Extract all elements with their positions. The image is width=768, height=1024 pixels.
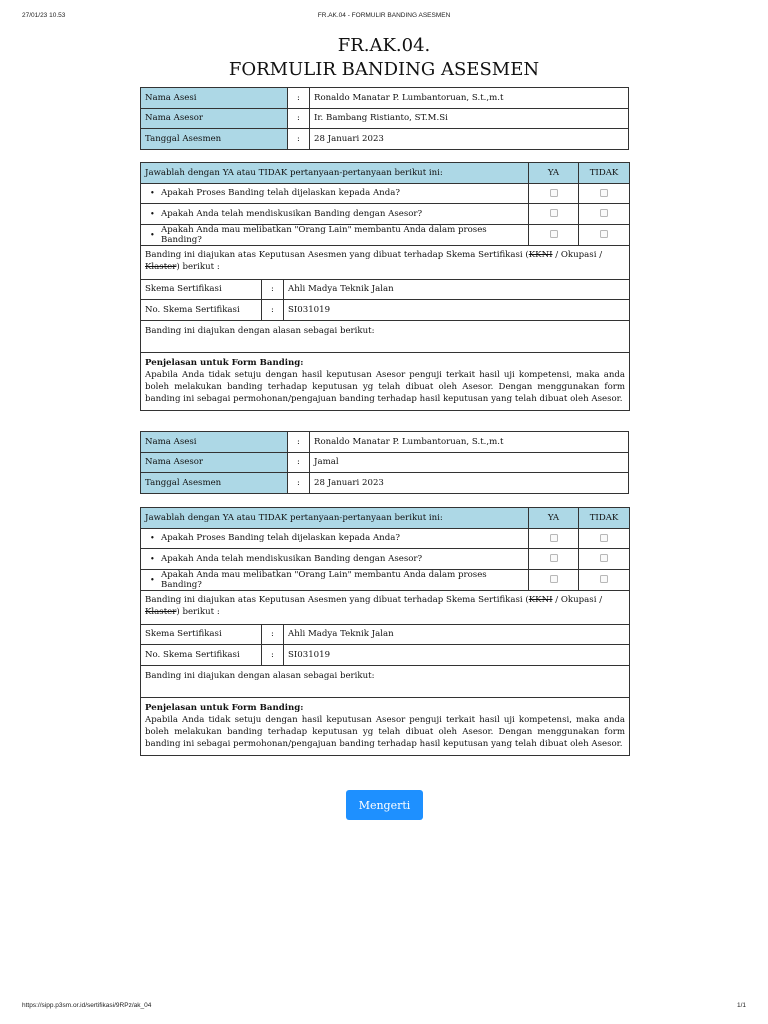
- banding-text-mid: / Okupasi /: [552, 249, 603, 260]
- info-colon: :: [288, 88, 310, 109]
- question-text: • Apakah Anda telah mendiskusikan Banding dengan Asesor?: [141, 549, 529, 570]
- question-row: [141, 204, 630, 225]
- info-row: [141, 108, 629, 129]
- info-value: Ronaldo Manatar P. Lumbantoruan, S.t.,m.t: [310, 88, 629, 109]
- info-row: [141, 129, 629, 150]
- no-cell: [579, 528, 630, 549]
- question-text: • Apakah Anda telah mendiskusikan Banding dengan Asesor?: [141, 204, 529, 225]
- question-row: [141, 549, 630, 570]
- explanation-row: [141, 697, 630, 755]
- banding-statement: [141, 245, 630, 279]
- info-value: Jamal: [310, 452, 629, 473]
- skema-row: [141, 645, 630, 666]
- info-row: [141, 473, 629, 494]
- info-label: Tanggal Asesmen: [141, 129, 288, 150]
- reason-row: [141, 320, 630, 352]
- banding-text-post: ) berikut :: [176, 261, 220, 272]
- info-colon: :: [288, 432, 310, 453]
- question-text: • Apakah Anda mau melibatkan "Orang Lain" membantu Anda dalam proses Banding?: [141, 224, 529, 245]
- banding-text-post: ) berikut :: [176, 606, 220, 617]
- reason-text[interactable]: Banding ini diajukan dengan alasan sebagai berikut:: [141, 665, 630, 697]
- banding-statement: [141, 590, 630, 624]
- banding-text-pre: Banding ini diajukan atas Keputusan Asesmen yang dibuat terhadap Skema Sertifikasi (: [145, 249, 529, 260]
- info-label: Nama Asesi: [141, 432, 288, 453]
- yes-cell: [529, 528, 579, 549]
- skema-row: [141, 279, 630, 300]
- explanation-cell: [141, 697, 630, 755]
- assessment-info-table: [140, 87, 629, 150]
- info-colon: :: [288, 452, 310, 473]
- skema-label: Skema Sertifikasi: [141, 624, 262, 645]
- skema-colon: :: [262, 300, 284, 321]
- explanation-body: Apabila Anda tidak setuju dengan hasil keputusan Asesor penguji terkait hasil uji kompetensi, maka anda boleh melakukan banding terhadap keputusan yg telah dibuat oleh Asesor. Dengan menggunakan form banding ini sebagai permohonan/pengajuan banding terhadap hasil keputusan yang telah dibuat oleh Asesor.: [145, 714, 626, 749]
- question-row: [141, 528, 630, 549]
- skema-value: SI031019: [284, 300, 630, 321]
- info-value: Ir. Bambang Ristianto, ST.M.Si: [310, 108, 629, 129]
- skema-colon: :: [262, 279, 284, 300]
- no-checkbox[interactable]: [600, 189, 608, 197]
- yes-cell: [529, 569, 579, 590]
- yes-checkbox[interactable]: [550, 209, 558, 217]
- yes-cell: [529, 549, 579, 570]
- print-url: https://sipp.p3sm.or.id/sertifikasi/9RPz/ak_04: [22, 1002, 152, 1009]
- question-prompt: Jawablah dengan YA atau TIDAK pertanyaan-pertanyaan berikut ini:: [141, 508, 529, 529]
- info-value: 28 Januari 2023: [310, 473, 629, 494]
- skema-colon: :: [262, 624, 284, 645]
- info-label: Nama Asesi: [141, 88, 288, 109]
- banding-text-mid: / Okupasi /: [552, 594, 603, 605]
- no-checkbox[interactable]: [600, 534, 608, 542]
- assessment-info-table: [140, 431, 629, 494]
- question-text: • Apakah Proses Banding telah dijelaskan kepada Anda?: [141, 528, 529, 549]
- banding-klaster: Klaster: [145, 606, 177, 617]
- banding-statement-row: [141, 590, 630, 624]
- yes-checkbox[interactable]: [550, 575, 558, 583]
- info-label: Nama Asesor: [141, 108, 288, 129]
- banding-text-pre: Banding ini diajukan atas Keputusan Asesmen yang dibuat terhadap Skema Sertifikasi (: [145, 594, 529, 605]
- info-row: [141, 432, 629, 453]
- question-row: [141, 224, 630, 245]
- info-colon: :: [288, 129, 310, 150]
- no-cell: [579, 549, 630, 570]
- info-colon: :: [288, 108, 310, 129]
- info-value: 28 Januari 2023: [310, 129, 629, 150]
- yes-checkbox[interactable]: [550, 230, 558, 238]
- no-cell: [579, 224, 630, 245]
- no-cell: [579, 183, 630, 204]
- question-text: • Apakah Proses Banding telah dijelaskan kepada Anda?: [141, 183, 529, 204]
- print-header: [22, 12, 746, 22]
- banding-kkni: KKNI: [528, 249, 553, 260]
- form-name: FORMULIR BANDING ASESMEN: [228, 59, 540, 80]
- yes-header: YA: [529, 163, 579, 184]
- print-header-title: FR.AK.04 - FORMULIR BANDING ASESMEN: [317, 12, 451, 19]
- info-label: Tanggal Asesmen: [141, 473, 288, 494]
- page-title: [0, 34, 768, 82]
- no-cell: [579, 204, 630, 225]
- no-checkbox[interactable]: [600, 230, 608, 238]
- section-1-appeal: [140, 162, 629, 411]
- no-header: TIDAK: [579, 163, 630, 184]
- explanation-title: Penjelasan untuk Form Banding:: [145, 702, 304, 713]
- skema-value: Ahli Madya Teknik Jalan: [284, 279, 630, 300]
- yes-cell: [529, 204, 579, 225]
- banding-klaster: Klaster: [145, 261, 177, 272]
- skema-value: Ahli Madya Teknik Jalan: [284, 624, 630, 645]
- question-text: • Apakah Anda mau melibatkan "Orang Lain" membantu Anda dalam proses Banding?: [141, 569, 529, 590]
- skema-label: No. Skema Sertifikasi: [141, 645, 262, 666]
- info-value: Ronaldo Manatar P. Lumbantoruan, S.t.,m.t: [310, 432, 629, 453]
- info-row: [141, 452, 629, 473]
- yes-header: YA: [529, 508, 579, 529]
- no-checkbox[interactable]: [600, 209, 608, 217]
- question-prompt: Jawablah dengan YA atau TIDAK pertanyaan-pertanyaan berikut ini:: [141, 163, 529, 184]
- skema-row: [141, 300, 630, 321]
- skema-colon: :: [262, 645, 284, 666]
- section-2: [140, 431, 629, 494]
- section-1: [140, 87, 629, 150]
- print-footer: [22, 1002, 746, 1012]
- print-timestamp: 27/01/23 10.53: [22, 12, 66, 19]
- info-colon: :: [288, 473, 310, 494]
- yes-checkbox[interactable]: [550, 534, 558, 542]
- reason-text[interactable]: Banding ini diajukan dengan alasan sebagai berikut:: [141, 320, 630, 352]
- skema-value: SI031019: [284, 645, 630, 666]
- question-row: [141, 569, 630, 590]
- no-cell: [579, 569, 630, 590]
- question-header-row: [141, 163, 630, 184]
- yes-cell: [529, 224, 579, 245]
- section-2-appeal: [140, 507, 629, 756]
- explanation-row: [141, 352, 630, 410]
- page-number: 1/1: [736, 1002, 746, 1009]
- banding-kkni: KKNI: [528, 594, 553, 605]
- no-checkbox[interactable]: [600, 554, 608, 562]
- yes-cell: [529, 183, 579, 204]
- yes-checkbox[interactable]: [550, 189, 558, 197]
- skema-label: No. Skema Sertifikasi: [141, 300, 262, 321]
- skema-row: [141, 624, 630, 645]
- question-header-row: [141, 508, 630, 529]
- question-row: [141, 183, 630, 204]
- question-table: [140, 162, 630, 411]
- reason-row: [141, 665, 630, 697]
- question-table: [140, 507, 630, 756]
- form-code: FR.AK.04.: [337, 35, 431, 56]
- explanation-title: Penjelasan untuk Form Banding:: [145, 357, 304, 368]
- info-row: [141, 88, 629, 109]
- explanation-cell: [141, 352, 630, 410]
- skema-label: Skema Sertifikasi: [141, 279, 262, 300]
- no-header: TIDAK: [579, 508, 630, 529]
- info-label: Nama Asesor: [141, 452, 288, 473]
- banding-statement-row: [141, 245, 630, 279]
- yes-checkbox[interactable]: [550, 554, 558, 562]
- explanation-body: Apabila Anda tidak setuju dengan hasil keputusan Asesor penguji terkait hasil uji kompetensi, maka anda boleh melakukan banding terhadap keputusan yg telah dibuat oleh Asesor. Dengan menggunakan form banding ini sebagai permohonan/pengajuan banding terhadap hasil keputusan yang telah dibuat oleh Asesor.: [145, 369, 626, 404]
- mengerti-button[interactable]: Mengerti: [346, 790, 423, 820]
- no-checkbox[interactable]: [600, 575, 608, 583]
